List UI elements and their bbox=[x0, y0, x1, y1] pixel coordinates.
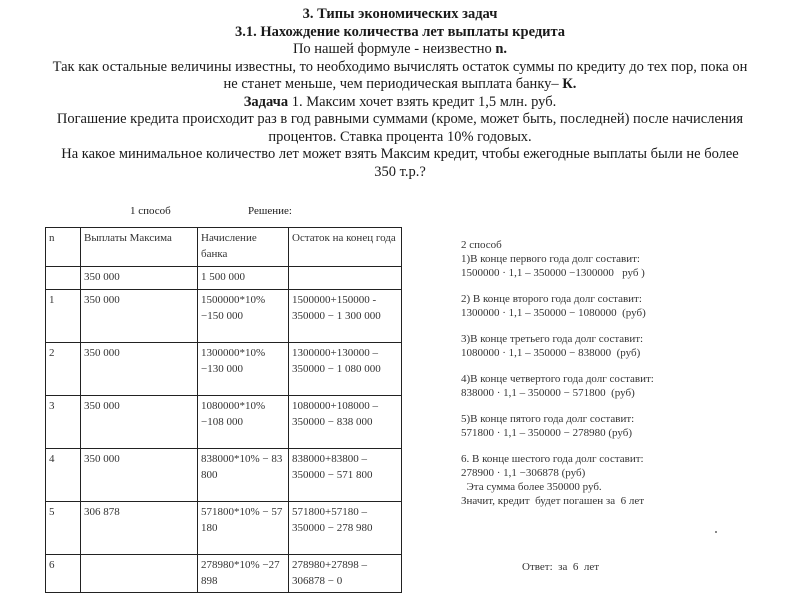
solution-label: Решение: bbox=[248, 205, 292, 217]
answer-text: Ответ: за 6 лет bbox=[522, 561, 600, 573]
cell-remainder: 1080000+108000 – 350000 − 838 000 bbox=[289, 396, 402, 449]
cell-n: 6 bbox=[46, 555, 81, 593]
cell-n: 4 bbox=[46, 449, 81, 502]
method2-note: Эта сумма более 350000 руб. bbox=[461, 481, 602, 493]
explanation-line-1: Так как остальные величины известны, то необходимо вычислять остаток суммы по кредиту до тех пор, пока он bbox=[52, 58, 748, 75]
task-text: 1. Максим хочет взять кредит 1,5 млн. руб. bbox=[288, 93, 557, 110]
cell-payment: 350 000 bbox=[81, 449, 198, 502]
step-title: 2) В конце второго года долг составит: bbox=[461, 293, 642, 305]
table-row bbox=[46, 290, 402, 343]
cell-n: 2 bbox=[46, 343, 81, 396]
stray-dot bbox=[715, 531, 717, 533]
method2-step bbox=[461, 332, 654, 360]
step-title: 6. В конце шестого года долг составит: bbox=[461, 453, 644, 465]
formula-note bbox=[0, 41, 800, 59]
cell-remainder: 278980+27898 –306878 − 0 bbox=[289, 555, 402, 593]
task-line-2: Погашение кредита происходит раз в год равными суммами (кроме, может быть, последней) после начисления bbox=[56, 111, 744, 127]
cell-n: 3 bbox=[46, 396, 81, 449]
cell-n: 5 bbox=[46, 502, 81, 555]
method1-label: 1 способ bbox=[130, 205, 171, 217]
step-title: 1)В конце первого года долг составит: bbox=[461, 253, 640, 265]
explanation-line-2-text: не станет меньше, чем периодическая выплата банку– bbox=[223, 76, 563, 92]
explanation-var: К. bbox=[562, 76, 577, 92]
task-statement bbox=[0, 94, 800, 112]
table-header-row bbox=[46, 228, 402, 267]
cell-interest: 1080000*10% −108 000 bbox=[198, 396, 289, 449]
question-line-2: 350 т.р.? bbox=[374, 163, 426, 180]
step-title: 3)В конце третьего года долг составит: bbox=[461, 333, 644, 345]
cell-payment: 350 000 bbox=[81, 267, 198, 290]
cell-payment: 306 878 bbox=[81, 502, 198, 555]
cell-remainder: 1500000+150000 - 350000 − 1 300 000 bbox=[289, 290, 402, 343]
step-calc: 1080000 · 1,1 – 350000 − 838000 (руб) bbox=[461, 347, 641, 359]
solution-table bbox=[45, 227, 402, 593]
step-title: 5)В конце пятого года долг составит: bbox=[461, 413, 635, 425]
table-row bbox=[46, 267, 402, 290]
step-calc: 571800 · 1,1 – 350000 − 278980 (руб) bbox=[461, 427, 632, 439]
document-header bbox=[0, 6, 800, 181]
cell-interest: 1300000*10% −130 000 bbox=[198, 343, 289, 396]
cell-remainder: 838000+83800 – 350000 − 571 800 bbox=[289, 449, 402, 502]
method2-step bbox=[461, 412, 654, 440]
method2-conclusion: Значит, кредит будет погашен за 6 лет bbox=[461, 495, 645, 507]
step-calc: 1300000 · 1,1 – 350000 − 1080000 (руб) bbox=[461, 307, 646, 319]
cell-remainder bbox=[289, 267, 402, 290]
cell-remainder: 1300000+130000 – 350000 − 1 080 000 bbox=[289, 343, 402, 396]
formula-note-var: n. bbox=[495, 41, 508, 57]
cell-payment: 350 000 bbox=[81, 290, 198, 343]
table-row bbox=[46, 449, 402, 502]
step-calc: 278900 · 1,1 −306878 (руб) bbox=[461, 467, 586, 479]
formula-note-text: По нашей формуле - неизвестно bbox=[292, 41, 496, 57]
cell-remainder: 571800+57180 – 350000 − 278 980 bbox=[289, 502, 402, 555]
task-label: Задача bbox=[243, 93, 289, 110]
column-header-remainder: Остаток на конец года bbox=[289, 228, 402, 267]
method2-step bbox=[461, 292, 654, 320]
section-title: 3. Типы экономических задач bbox=[302, 6, 498, 22]
table-row bbox=[46, 555, 402, 593]
table-row bbox=[46, 343, 402, 396]
table-row bbox=[46, 502, 402, 555]
method2-step bbox=[461, 452, 654, 508]
task-line-3: процентов. Ставка процента 10% годовых. bbox=[268, 128, 532, 145]
step-title: 4)В конце четвертого года долг составит: bbox=[461, 373, 654, 385]
cell-n bbox=[46, 267, 81, 290]
cell-interest: 1 500 000 bbox=[198, 267, 289, 290]
cell-payment bbox=[81, 555, 198, 593]
column-header-interest: Начисление банка bbox=[198, 228, 289, 267]
question-line-1: На какое минимальное количество лет может взять Максим кредит, чтобы ежегодные выплаты были не более bbox=[61, 146, 739, 162]
method2-solution bbox=[461, 238, 654, 508]
cell-interest: 571800*10% − 57 180 bbox=[198, 502, 289, 555]
cell-interest: 278980*10% −27 898 bbox=[198, 555, 289, 593]
cell-payment: 350 000 bbox=[81, 343, 198, 396]
step-calc: 1500000 · 1,1 – 350000 −1300000 руб ) bbox=[461, 267, 645, 279]
cell-interest: 838000*10% − 83 800 bbox=[198, 449, 289, 502]
step-calc: 838000 · 1,1 – 350000 − 571800 (руб) bbox=[461, 387, 635, 399]
method2-step bbox=[461, 252, 654, 280]
subsection-title: 3.1. Нахождение количества лет выплаты кредита bbox=[234, 23, 566, 40]
column-header-payment: Выплаты Максима bbox=[81, 228, 198, 267]
cell-payment: 350 000 bbox=[81, 396, 198, 449]
table-row bbox=[46, 396, 402, 449]
method2-step bbox=[461, 372, 654, 400]
method2-label: 2 способ bbox=[461, 239, 502, 251]
cell-n: 1 bbox=[46, 290, 81, 343]
cell-interest: 1500000*10% −150 000 bbox=[198, 290, 289, 343]
column-header-n: n bbox=[46, 228, 81, 267]
explanation-line-2 bbox=[0, 76, 800, 94]
